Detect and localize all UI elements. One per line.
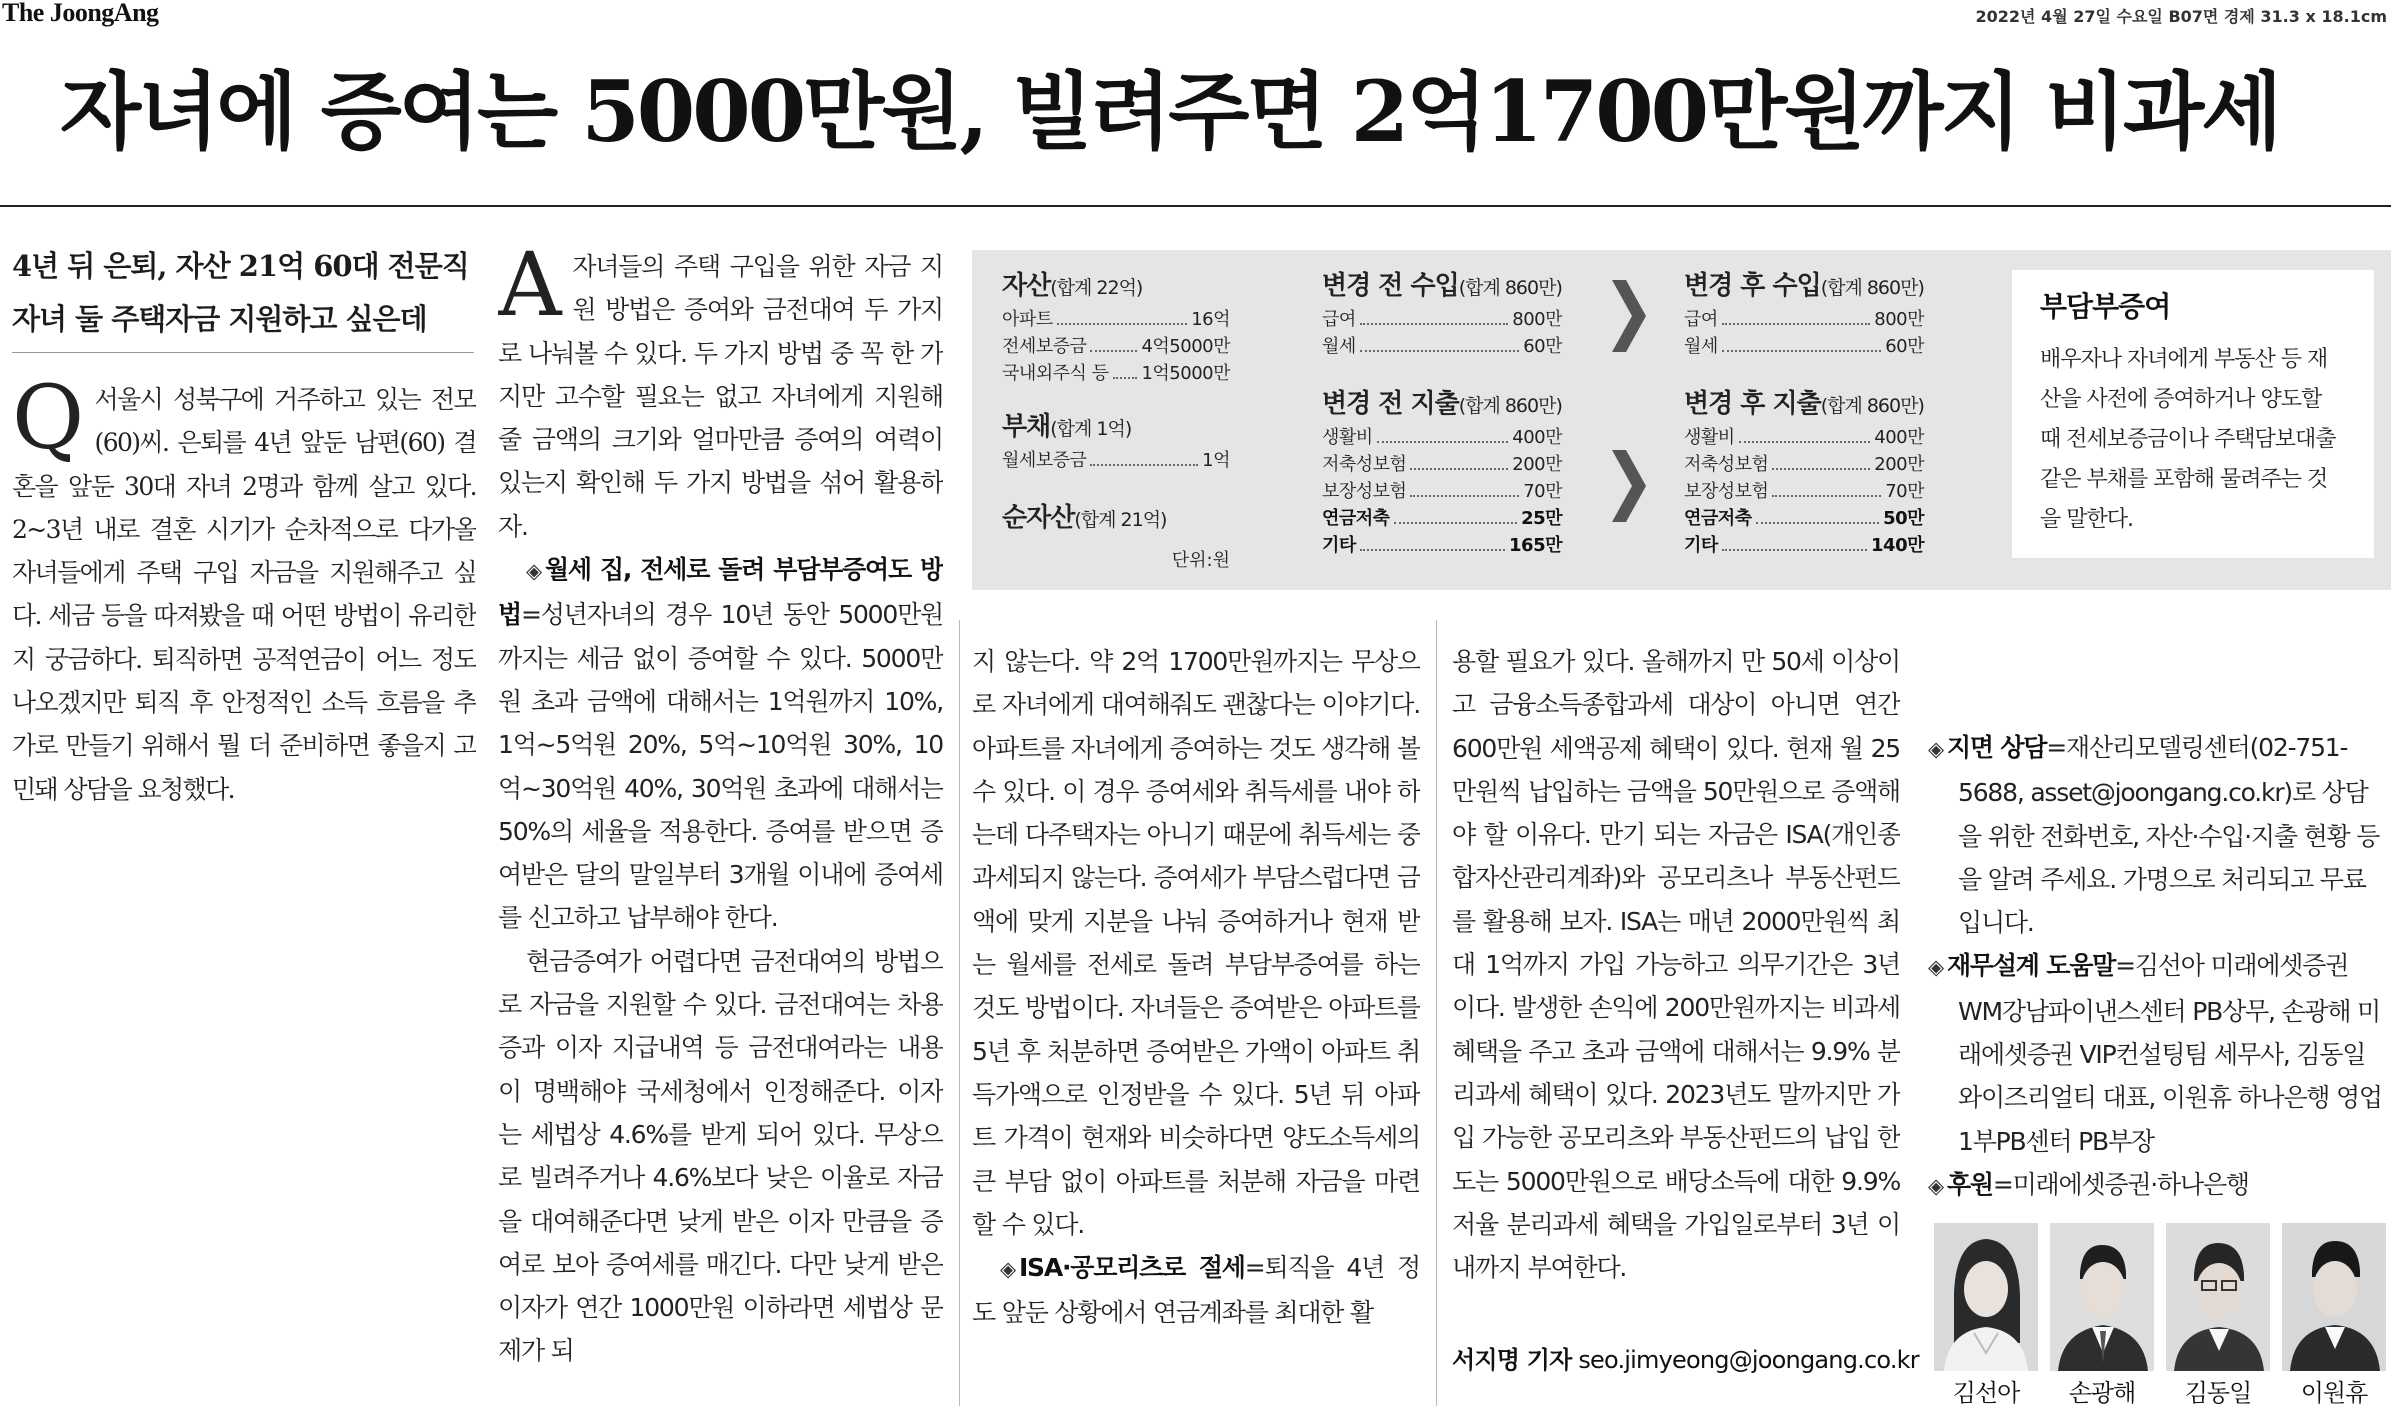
definition-text: 배우자나 자녀에게 부동산 등 재산을 사전에 증여하거나 양도할 때 전세보증금이나 주택담보대출 같은 부채를 포함해 물려주는 것을 말한다. [2040,347,2336,532]
unit-label: 단위:원 [1171,550,1230,571]
spend-after-row: 보장성보험 70만 [1684,481,1924,502]
income-before-row: 급여 800만 [1322,309,1562,330]
spend-before-row: 생활비 400만 [1322,427,1562,448]
article-subhead [12,240,482,346]
assets-heading: 자산(합계 22억) [1002,271,1143,301]
assets-row: 국내외주식 등 1억5000만 [1002,363,1230,384]
spend-after-row: 연금저축 50만 [1684,508,1924,529]
sponsor-text: =미래에셋증권·하나은행 [1992,1169,2249,1199]
page-folio: 2022년 4월 27일 수요일 B07면 경제 31.3 x 18.1cm [1975,7,2387,26]
column-divider [1436,620,1437,1406]
definition-box [2012,270,2374,558]
income-after-row: 급여 800만 [1684,309,1924,330]
consult-head: 지면 상담 [1946,733,2047,762]
assets-row: 아파트 16억 [1002,309,1230,330]
income-after-row: 월세 60만 [1684,336,1924,357]
section-head-gift: 월세 집, 전세로 돌려 부담부증여도 방법 [498,555,943,630]
answer-column-3 [1452,640,1900,1332]
reporter-name: 서지명 기자 [1452,1346,1572,1374]
question-column [12,378,476,898]
answer-paragraph-3: 현금증여가 어렵다면 금전대여의 방법으로 자금을 지원할 수 있다. 금전대여는 차용증과 이자 지급내역 등 금전대여라는 내용이 명백해야 국세청에서 인정해준다. 이자는 세법상 4.6%를 받게 되어 있다. 무상으로 빌려주거나 4.6%보다 낮은 이율로 자금을 대여해준다면 낮게 받은 이자 만큼을 증여로 보아 증여세를 매긴다. 다만 낮게 받은 이자가 연간 1000만원 이하라면 세법상 문제가 되 [498,946,943,1366]
advisor-name: 이원휴 [2300,1379,2368,1406]
diamond-bullet-icon: ◈ [526,559,541,584]
answer-paragraph-6: 용할 필요가 있다. 올해까지 만 50세 이상이고 금융소득종합과세 대상이 아니면 연간 600만원 세액공제 혜택이 있다. 현재 월 25만원씩 납입하는 금액을 50만원으로 증액해야 할 이유다. 만기 되는 자금은 ISA(개인종합자산관리계좌)와 공모리츠나 부동산펀드를 활용해 보자. ISA는 매년 2000만원씩 최대 1억까지 가입 가능하고 의무기간은 3년이다. 발생한 손익에 200만원까지는 비과세 혜택을 주고 초과 금액에 대해서는 9.9% 분리과세 혜택이 있다. 2023년도 말까지만 가입 가능한 공모리츠와 부동산펀드의 납입 한도는 5000만원으로 배당소득에 대한 9.9% 저율 분리과세 혜택을 가입일로부터 3년 이내까지 부여한다. [1452,647,1900,1283]
debt-heading: 부채(합계 1억) [1002,412,1132,442]
after-column [1684,268,1924,559]
article-headline: 자녀에 증여는 5000만원, 빌려주면 2억1700만원까지 비과세 [60,62,2280,161]
advisor-photos [1928,1223,2388,1406]
question-text: 서울시 성북구에 거주하고 있는 전모(60)씨. 은퇴를 4년 앞둔 남편(60) 결혼을 앞둔 30대 자녀 2명과 함께 살고 있다. 2~3년 내로 결혼 시기가 순차적으로 다가올 자녀들에게 주택 구입 자금을 지원해주고 싶다. 세금 등을 따져봤을 때 어떤 방법이 유리한지 궁금하다. 퇴직하면 공적연금이 어느 정도 나오겠지만 퇴직 후 안정적인 소득 흐름을 추가로 만들기 위해서 뭘 더 준비하면 좋을지 고민돼 상담을 요청했다. [12,385,476,804]
consultation-info [1928,726,2388,1216]
diamond-bullet-icon: ◈ [1928,1173,1943,1198]
advisor-photo [2282,1223,2386,1371]
definition-title: 부담부증여 [2040,290,2171,323]
answer-paragraph-1: 자녀들의 주택 구입을 위한 자금 지원 방법은 증여와 금전대여 두 가지로 나눠볼 수 있다. 두 가지 방법 중 꼭 한 가지만 고수할 필요는 없고 자녀에게 지원해줄 금액의 크기와 얼마만큼 증여의 여력이 있는지 확인해 두 가지 방법을 섞어 활용하자. [498,252,943,541]
answer-paragraph-5: =퇴직을 4년 정도 앞둔 상황에서 연금계좌를 최대한 활 [972,1253,1420,1328]
headline-divider [0,205,2391,207]
income-before-heading: 변경 전 수입(합계 860만) [1322,271,1562,301]
subhead-line-1: 4년 뒤 은퇴, 자산 21억 60대 전문직 [12,249,469,283]
advisors-head: 재무설계 도움말 [1946,951,2116,981]
answer-paragraph-4: 지 않는다. 약 2억 1700만원까지는 무상으로 자녀에게 대여해줘도 괜찮다는 이야기다. 아파트를 자녀에게 증여하는 것도 생각해 볼 수 있다. 이 경우 증여세와 취득세를 내야 하는데 다주택자는 아니기 때문에 취득세는 중과세되지 않는다. 증여세가 부담스럽다면 금액에 맞게 지분을 나눠 증여하거나 현재 받는 월세를 전세로 돌려 부담부증여를 하는 것도 방법이다. 자녀들은 증여받은 아파트를 5년 후 처분하면 증여받은 가액이 아파트 취득가액으로 인정받을 수 있다. 5년 뒤 아파트 가격이 현재와 비슷하다면 양도소득세의 큰 부담 없이 아파트를 처분해 자금을 마련할 수 있다. [972,647,1420,1239]
masthead [0,0,2391,30]
newspaper-logo: The JoongAng [2,0,159,27]
spend-after-row: 생활비 400만 [1684,427,1924,448]
net-assets-heading: 순자산(합계 21억) [1002,503,1167,533]
assets-row: 전세보증금 4억5000만 [1002,336,1230,357]
diamond-bullet-icon: ◈ [1000,1257,1015,1282]
answer-column-2 [972,640,1420,1406]
income-after-heading: 변경 후 수입(합계 860만) [1684,271,1924,301]
spend-after-row: 저축성보험 200만 [1684,454,1924,475]
arrow-right-icon [1612,280,1646,352]
spend-after-row: 기타 140만 [1684,535,1924,556]
spend-before-heading: 변경 전 지출(합계 860만) [1322,389,1562,419]
advisor-name: 김선아 [1952,1379,2020,1406]
answer-paragraph-2: =성년자녀의 경우 10년 동안 5000만원까지는 세금 없이 증여할 수 있다. 5000만원 초과 금액에 대해서는 1억원까지 10%, 1억~5억원 20%, 5억~10억원 30%, 10억~30억원 40%, 30억원 초과에 대해서는 50%의 세율을 적용한다. 증여를 받으면 증여받은 달의 말일부터 3개월 이내에 증여세를 신고하고 납부해야 한다. [498,600,943,933]
sponsor-head: 후원 [1946,1169,1993,1199]
section-head-isa: ISA·공모리츠로 절세 [1018,1253,1245,1283]
advisor-photo [1934,1223,2038,1371]
byline [1452,1340,1919,1375]
consult-text: =재산리모델링센터(02-751-5688, asset@joongang.co.kr)로 상담을 위한 전화번호, 자산·수입·지출 현황 등을 알려 주세요. 가명으로 처리되고 무료입니다. [1958,733,2380,938]
spend-before-row: 기타 165만 [1322,535,1562,556]
advisor-photo [2050,1223,2154,1371]
spend-before-row: 저축성보험 200만 [1322,454,1562,475]
subhead-divider [12,352,474,353]
diamond-bullet-icon: ◈ [1928,737,1943,761]
question-dropcap: Q [12,378,83,469]
answer-column-1 [498,245,943,1406]
spend-after-heading: 변경 후 지출(합계 860만) [1684,389,1924,419]
arrow-right-icon [1612,450,1646,522]
spend-before-row: 연금저축 25만 [1322,508,1562,529]
debt-row: 월세보증금 1억 [1002,450,1230,471]
before-column [1322,268,1562,559]
advisors-text: =김선아 미래에셋증권 WM강남파이낸스센터 PB상무, 손광해 미래에셋증권 VIP컨설팅팀 세무사, 김동일 와이즈리얼티 대표, 이원휴 하나은행 영업1부PB센터 PB부장 [1958,951,2382,1156]
income-before-row: 월세 60만 [1322,336,1562,357]
spend-before-row: 보장성보험 70만 [1322,481,1562,502]
advisor-photo [2166,1223,2270,1371]
advisor-name: 김동일 [2184,1379,2252,1406]
assets-column [1002,268,1230,572]
advisor-name: 손광해 [2068,1379,2136,1406]
reporter-email: seo.jimyeong@joongang.co.kr [1578,1346,1919,1374]
column-divider [959,620,960,1406]
subhead-line-2: 자녀 둘 주택자금 지원하고 싶은데 [12,302,427,336]
diamond-bullet-icon: ◈ [1928,955,1943,980]
answer-dropcap: A [498,245,561,336]
